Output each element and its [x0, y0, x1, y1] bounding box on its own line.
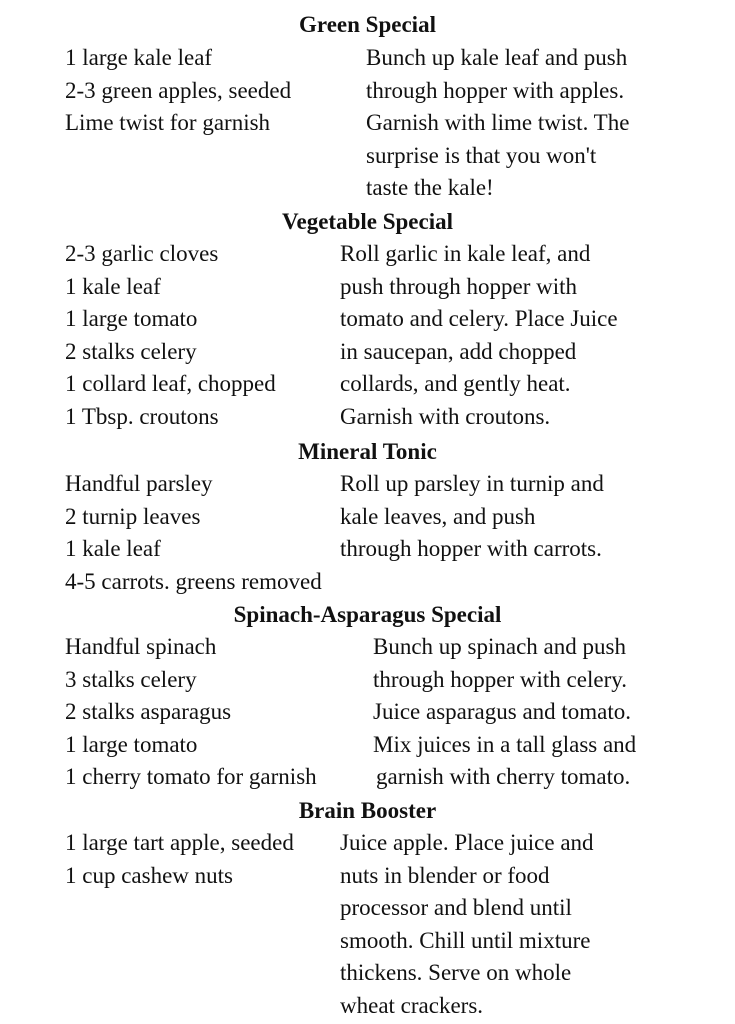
ingredient-line: 2-3 green apples, seeded — [65, 77, 292, 103]
direction-line: Bunch up kale leaf and push — [366, 45, 628, 70]
recipe-title-spinach-asparagus-special: Spinach-Asparagus Special — [233, 602, 502, 627]
ingredient-line: Handful spinach — [65, 634, 217, 659]
direction-line: Roll garlic in kale leaf, and — [340, 241, 591, 266]
ingredients-vegetable-special — [65, 238, 276, 434]
ingredient-line: 1 large tart apple, seeded — [65, 830, 294, 855]
direction-line: smooth. Chill until mixture — [340, 927, 591, 953]
direction-line: Mix juices in a tall glass and — [373, 731, 637, 757]
ingredient-line: 1 kale leaf — [65, 536, 161, 562]
ingredient-line: Lime twist for garnish — [65, 110, 271, 136]
ingredient-line: 4-5 carrots. greens removed — [65, 568, 322, 594]
direction-line: thickens. Serve on whole — [340, 960, 572, 986]
directions-green-special — [366, 42, 629, 205]
recipe-title-vegetable-special: Vegetable Special — [282, 209, 453, 234]
ingredient-line: 2-3 garlic cloves — [65, 241, 219, 266]
direction-line: through hopper with carrots. — [340, 536, 602, 562]
ingredient-line: 1 large tomato — [65, 306, 198, 332]
directions-vegetable-special — [340, 238, 618, 434]
direction-line: Juice apple. Place juice and — [340, 830, 594, 855]
ingredients-green-special — [65, 42, 291, 140]
directions-mineral-tonic — [340, 468, 604, 566]
ingredient-line: 1 cherry tomato for garnish — [65, 764, 317, 790]
direction-line: garnish with cherry tomato. — [376, 764, 631, 790]
directions-spinach-asparagus-special — [373, 631, 636, 794]
ingredient-line: 2 stalks asparagus — [65, 699, 232, 725]
ingredient-line: 2 turnip leaves — [65, 503, 201, 529]
direction-line: tomato and celery. Place Juice — [340, 306, 618, 332]
direction-line: through hopper with celery. — [373, 666, 627, 692]
direction-line: push through hopper with — [340, 273, 578, 299]
direction-line: collards, and gently heat. — [340, 371, 571, 397]
ingredients-spinach-asparagus-special — [65, 631, 317, 794]
recipe-title-green-special: Green Special — [299, 12, 436, 37]
ingredient-line: 1 collard leaf, chopped — [65, 371, 276, 397]
recipe-title-mineral-tonic: Mineral Tonic — [298, 439, 437, 464]
ingredient-line: 2 stalks celery — [65, 338, 197, 364]
ingredient-line: 3 stalks celery — [65, 666, 197, 692]
direction-line: taste the kale! — [366, 175, 494, 201]
direction-line: in saucepan, add chopped — [340, 338, 577, 364]
ingredients-brain-booster — [65, 827, 294, 892]
direction-line: processor and blend until — [340, 895, 572, 921]
ingredient-line: 1 kale leaf — [65, 273, 161, 299]
directions-brain-booster — [340, 827, 594, 1023]
ingredients-mineral-tonic — [65, 468, 322, 598]
ingredient-line: 1 large tomato — [65, 731, 198, 757]
direction-line: Juice asparagus and tomato. — [373, 699, 632, 725]
direction-line: Garnish with croutons. — [340, 403, 551, 429]
ingredient-line: 1 large kale leaf — [65, 45, 213, 70]
ingredient-line: 1 Tbsp. croutons — [65, 403, 219, 429]
direction-line: nuts in blender or food — [340, 862, 550, 888]
direction-line: wheat crackers. — [340, 992, 484, 1018]
direction-line: Bunch up spinach and push — [373, 634, 626, 659]
direction-line: Garnish with lime twist. The — [366, 110, 630, 136]
direction-line: kale leaves, and push — [340, 503, 536, 529]
direction-line: surprise is that you won't — [366, 142, 597, 168]
recipe-title-brain-booster: Brain Booster — [298, 798, 437, 823]
ingredient-line: 1 cup cashew nuts — [65, 862, 233, 888]
ingredient-line: Handful parsley — [65, 471, 213, 496]
direction-line: through hopper with apples. — [366, 77, 625, 103]
direction-line: Roll up parsley in turnip and — [340, 471, 604, 496]
